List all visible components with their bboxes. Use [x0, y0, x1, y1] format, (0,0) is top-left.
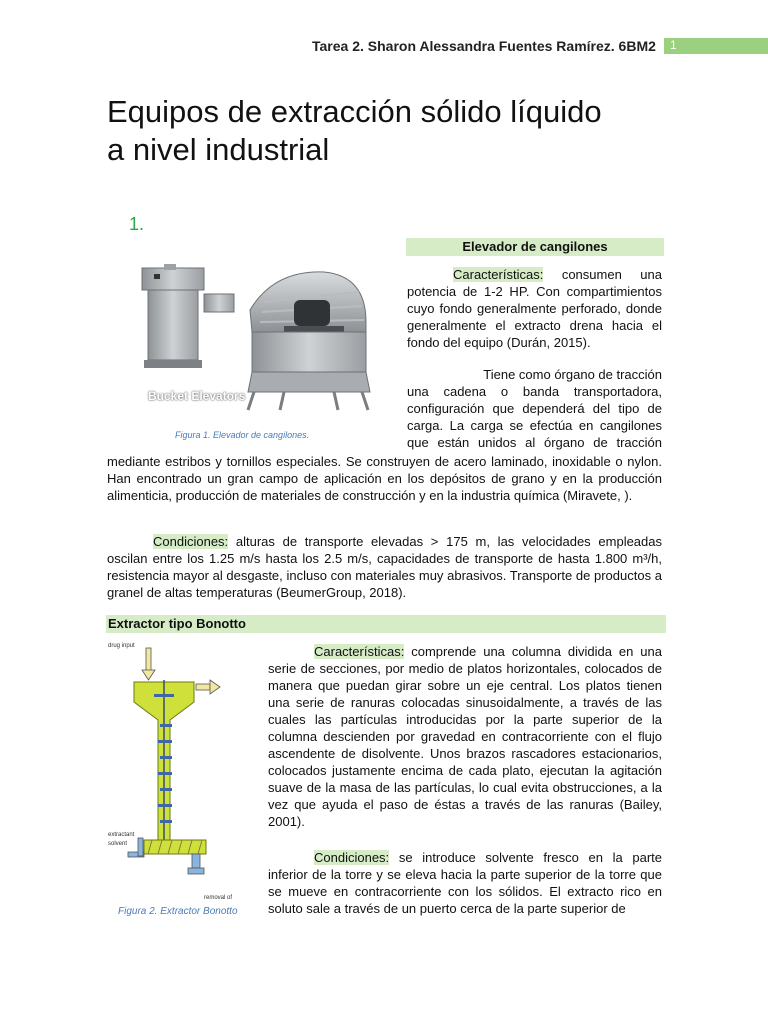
p2-line-3: configuración que dependerá del tipo de [407, 401, 662, 416]
bonotto-condiciones-label: Condiciones: [314, 850, 390, 865]
title-line-1: Equipos de extracción sólido líquido [107, 94, 602, 129]
title-line-2: a nivel industrial [107, 132, 330, 167]
elevador-condiciones-paragraph [107, 533, 662, 601]
page-number-bar [664, 38, 768, 54]
bonotto-caracteristicas-paragraph [268, 643, 662, 830]
bonotto-caracteristicas-label: Características: [314, 644, 405, 659]
section-number: 1. [129, 214, 145, 234]
p2-line-5: que están unidos al órgano de tracción [407, 435, 662, 450]
bonotto-condiciones-paragraph [268, 849, 662, 917]
label-extractant: extractant [108, 832, 135, 838]
bonotto-condiciones-text: se introduce solvente fresco en la parte inferior de la torre y se eleva hacia la parte superior de la torre que se mueve en contracorriente con los sólidos. El extracto rico en soluto sale a través de un puerto cerca de la parte superior de [268, 850, 662, 916]
section-heading-elevador: Elevador de cangilones [406, 238, 664, 256]
label-drug-input: drug input [108, 643, 135, 649]
elevador-paragraph-2-continued: mediante estribos y tornillos especiales. Se construyen de acero laminado, inoxidable o nylon. Han encontrado un gran campo de aplicación en los depósitos de grano y en la producción alimenticia, producción de materiales de construcción y en la industria química (Miravete, ). [107, 454, 662, 503]
bonotto-caracteristicas-text: comprende una columna dividida en una serie de secciones, por medio de platos horizontales, colocados de manera que puedan girar sobre un eje central. Los platos tienen una serie de ranuras colocadas sinusoidalmente, a través de las cuales las partículas introducidas por la parte superior de la columna descienden por gravedad en contracorriente con el flujo ascendente de disolvente. Unos brazos rascadores estacionarios, colocados justamente encima de cada plato, ejecutan la agitación suave de la masa de las partículas, lo cual evita obstrucciones, a la vez que ayuda el paso de éstas a través de las ranuras (Bailey, 2001). [268, 644, 662, 829]
bucket-elevators-label: Bucket Elevators [148, 389, 246, 403]
figure-2-diagram [106, 640, 256, 910]
condiciones-label: Condiciones: [153, 534, 229, 549]
p2-line-2: una cadena o banda transportadora, [407, 384, 662, 399]
condiciones-text: alturas de transporte elevadas > 175 m, las velocidades empleadas oscilan entre los 1.25 m/s hasta los 2.5 m/s, capacidades de transporte de hasta 1.800 m³/h, resistencia mayor al desgaste, incluso con materiales muy abrasivos. Transporte de productos a granel de altas temperaturas (BeumerGroup, 2018). [107, 534, 662, 600]
caracteristicas-text: consumen una potencia de 1-2 HP. Con compartimientos cuyo fondo generalmente perforado, donde generalmente el extracto drena hacia el fondo del equipo (Durán, 2015). [407, 267, 662, 350]
header-title: Tarea 2. Sharon Alessandra Fuentes Ramírez. 6BM2 [312, 38, 656, 54]
p2-line-1: Tiene como órgano de tracción [483, 367, 662, 382]
label-solvent: solvent [108, 841, 128, 847]
bonotto-extractor-illustration [106, 640, 256, 910]
section-heading-bonotto: Extractor tipo Bonotto [106, 615, 666, 633]
elevador-paragraph-2-wrap [407, 366, 662, 451]
page-number: 1 [670, 38, 677, 52]
label-removal: removal of [204, 895, 233, 901]
p2-line-4: carga. La carga se efectúa en cangilones [407, 418, 662, 433]
document-title [107, 93, 687, 169]
figure-1-caption: Figura 1. Elevador de cangilones. [175, 430, 310, 440]
elevador-caracteristicas-paragraph [407, 266, 662, 351]
caracteristicas-label: Características: [453, 267, 544, 282]
figure-2-caption: Figura 2. Extractor Bonotto [118, 906, 238, 917]
